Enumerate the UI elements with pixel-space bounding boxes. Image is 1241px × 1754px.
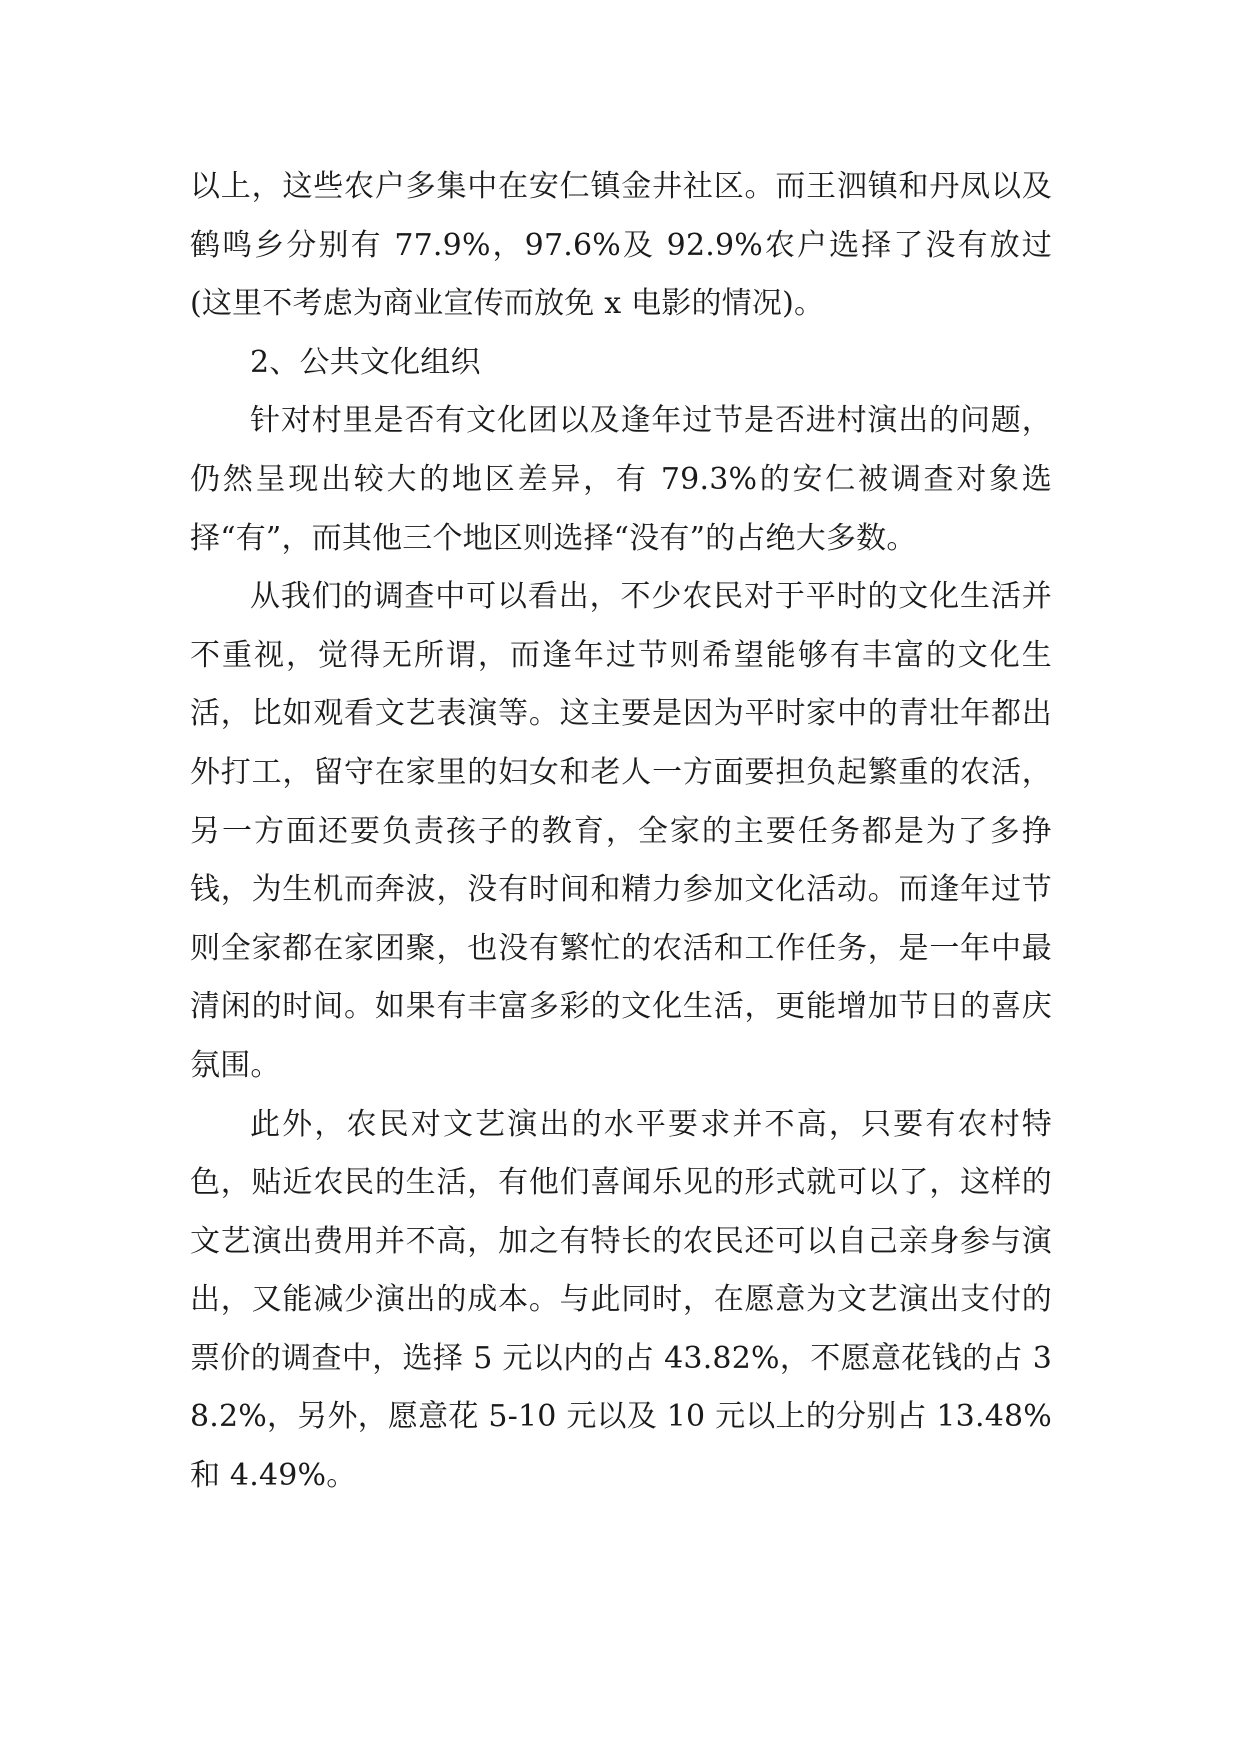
document-body: [190, 158, 1052, 1506]
paragraph-continuation: 以上，这些农户多集中在安仁镇金井社区。而王泗镇和丹凤以及鹤鸣乡分别有 77.9%，97.6%及 92.9%农户选择了没有放过(这里不考虑为商业宣传而放免 x 电影的情况)。: [190, 169, 1052, 322]
paragraph-culture-troupe: 针对村里是否有文化团以及逢年过节是否进村演出的问题，仍然呈现出较大的地区差异，有 79.3%的安仁被调查对象选择“有”，而其他三个地区则选择“没有”的占绝大多数。: [190, 403, 1052, 556]
paragraph-performance-pricing: 此外，农民对文艺演出的水平要求并不高，只要有农村特色，贴近农民的生活，有他们喜闻乐见的形式就可以了，这样的文艺演出费用并不高，加之有特长的农民还可以自己亲身参与演出，又能减少演出的成本。与此同时，在愿意为文艺演出支付的票价的调查中，选择 5 元以内的占 43.82%，不愿意花钱的占 38.2%，另外，愿意花 5-10 元以及 10 元以上的分别占 13.48%和 4.49%。: [190, 1106, 1052, 1494]
section-heading-public-culture-organization: 2、公共文化组织: [250, 344, 481, 380]
paragraph-survey-findings: 从我们的调查中可以看出，不少农民对于平时的文化生活并不重视，觉得无所谓，而逢年过节则希望能够有丰富的文化生活，比如观看文艺表演等。这主要是因为平时家中的青壮年都出外打工，留守在家里的妇女和老人一方面要担负起繁重的农活，另一方面还要负责孩子的教育，全家的主要任务都是为了多挣钱，为生机而奔波，没有时间和精力参加文化活动。而逢年过节则全家都在家团聚，也没有繁忙的农活和工作任务，是一年中最清闲的时间。如果有丰富多彩的文化生活，更能增加节日的喜庆氛围。: [190, 579, 1052, 1083]
